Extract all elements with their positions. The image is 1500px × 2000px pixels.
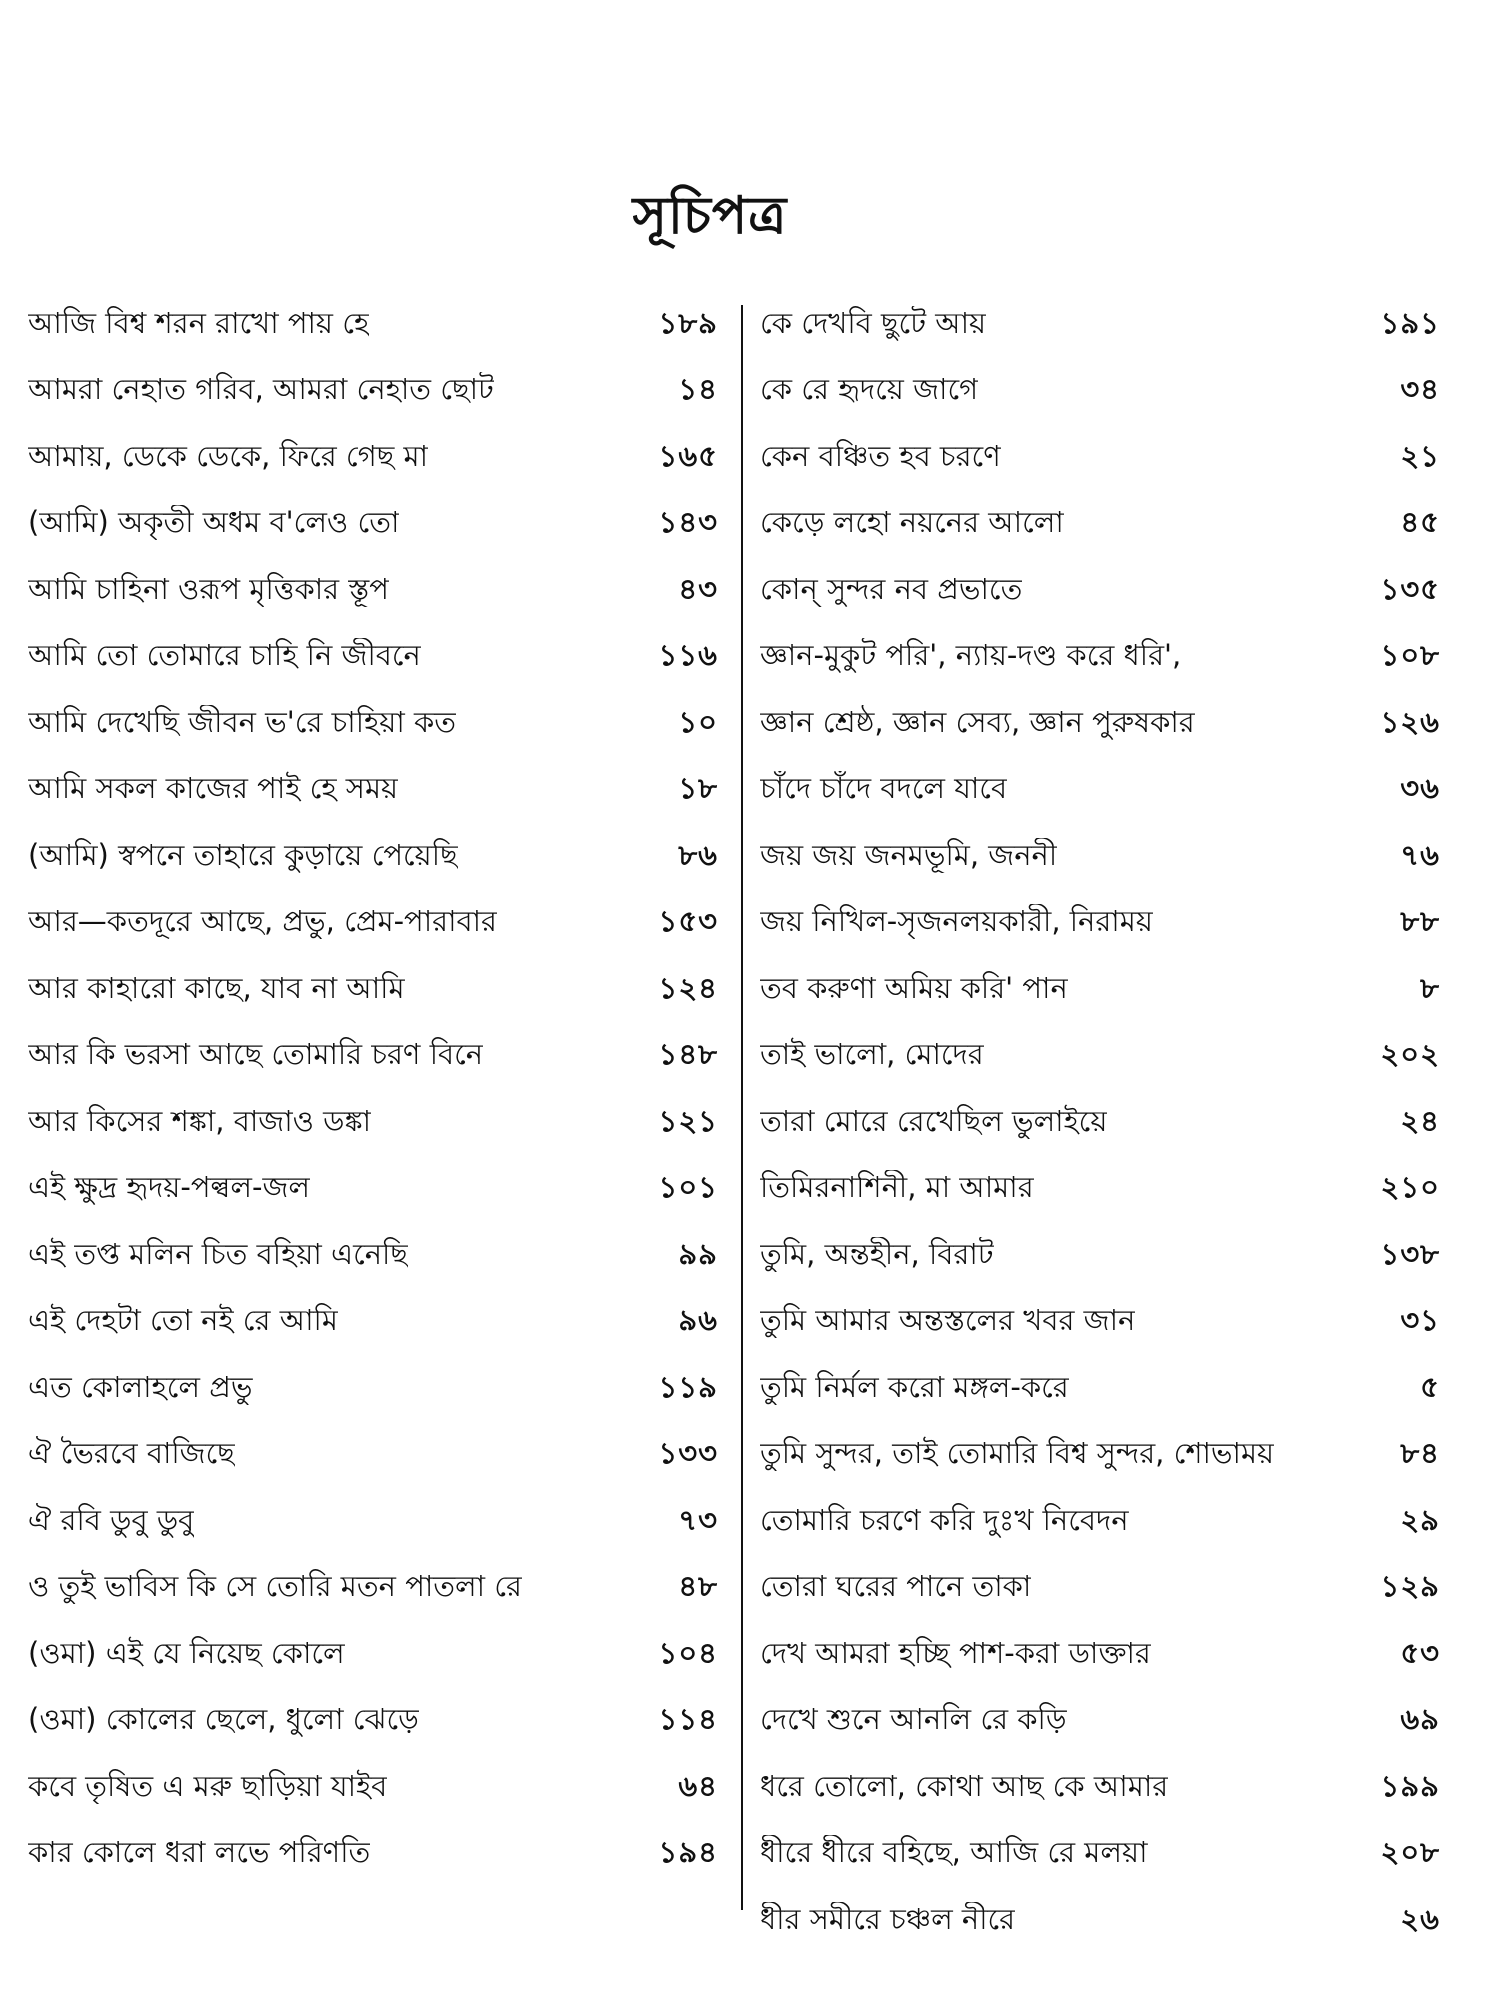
toc-entry-page-number: ১০৪ [658,1635,718,1670]
toc-entry-page-number: ১৮৯ [658,305,718,340]
toc-entry-page-number: ৭৩ [678,1502,718,1537]
toc-entry [28,556,718,623]
toc-entry [760,822,1440,889]
toc-entry-title: (আমি) স্বপনে তাহারে কুড়ায়ে পেয়েছি [28,837,458,872]
toc-entry [28,1554,718,1621]
toc-entry-title: তুমি, অন্তহীন, বিরাট [760,1236,994,1271]
toc-entry-page-number: ৭৬ [1400,837,1440,872]
toc-entry-page-number: ৪৫ [1400,505,1440,540]
toc-entry-page-number: ৮৪ [1400,1436,1440,1471]
toc-entry-title: দেখে শুনে আনলি রে কড়ি [760,1702,1067,1737]
toc-entry-page-number: ১৪৩ [658,505,718,540]
toc-entry [28,689,718,756]
toc-entry-page-number: ২১ [1400,438,1440,473]
toc-entry [760,490,1440,557]
toc-entry-page-number: ১১৪ [658,1702,718,1737]
toc-entry [28,1753,718,1820]
toc-entry-page-number: ১৫৩ [658,904,718,939]
toc-entry-page-number: ৩১ [1400,1303,1440,1338]
toc-entry-title: তুমি সুন্দর, তাই তোমারি বিশ্ব সুন্দর, শোভাময় [760,1436,1275,1471]
toc-entry-page-number: ১৮ [678,771,718,806]
toc-entry-page-number: ১৪৮ [658,1037,718,1072]
toc-entry [760,889,1440,956]
toc-entry-title: জ্ঞান-মুকুট পরি', ন্যায়-দণ্ড করে ধরি', [760,638,1182,673]
toc-entry-page-number: ১০১ [658,1170,718,1205]
toc-entry-title: তোরা ঘরের পানে তাকা [760,1569,1032,1604]
toc-entry-title: কার কোলে ধরা লভে পরিণতি [28,1835,371,1870]
toc-entry-title: তুমি নির্মল করো মঙ্গল-করে [760,1369,1069,1404]
toc-entry-title: এই দেহটা তো নই রে আমি [28,1303,338,1338]
toc-entry-title: আর—কতদূরে আছে, প্রভু, প্রেম-পারাবার [28,904,498,939]
toc-entry [760,1022,1440,1089]
toc-column-left [28,290,718,1886]
toc-entry-title: ও তুই ভাবিস কি সে তোরি মতন পাতলা রে [28,1569,523,1604]
toc-entry-page-number: ১৯৪ [658,1835,718,1870]
toc-entry [760,1088,1440,1155]
toc-entry-title: ধীর সমীরে চঞ্চল নীরে [760,1901,1016,1936]
toc-entry-title: (ওমা) এই যে নিয়েছ কোলে [28,1635,345,1670]
toc-entry [28,1687,718,1754]
toc-entry-page-number: ১৩৫ [1380,571,1440,606]
toc-entry-page-number: ৫ [1420,1369,1440,1404]
toc-entry [760,290,1440,357]
toc-entry-page-number: ৬৪ [678,1768,718,1803]
toc-entry [760,1155,1440,1222]
toc-entry-page-number: ১২১ [658,1103,718,1138]
toc-entry-page-number: ৩৪ [1400,372,1440,407]
toc-entry-page-number: ১২৪ [658,970,718,1005]
toc-entry-title: আমরা নেহাত গরিব, আমরা নেহাত ছোট [28,372,494,407]
toc-entry-page-number: ২১০ [1380,1170,1440,1205]
toc-entry-title: (আমি) অকৃতী অধম ব'লেও তো [28,505,400,540]
toc-entry-page-number: ১৯১ [1380,305,1440,340]
toc-entry-title: তুমি আমার অন্তস্তলের খবর জান [760,1303,1136,1338]
toc-entry [28,1088,718,1155]
toc-entry-page-number: ৩৬ [1400,771,1440,806]
toc-entry [28,290,718,357]
toc-entry-title: আমি তো তোমারে চাহি নি জীবনে [28,638,421,673]
toc-entry [760,955,1440,1022]
toc-entry [760,623,1440,690]
toc-entry-title: আর কি ভরসা আছে তোমারি চরণ বিনে [28,1037,484,1072]
toc-entry [28,1155,718,1222]
toc-entry-title: আমি চাহিনা ওরূপ মৃত্তিকার স্তূপ [28,571,389,606]
toc-entry-title: জ্ঞান শ্রেষ্ঠ, জ্ঞান সেব্য, জ্ঞান পুরুষকার [760,704,1195,739]
toc-entry-title: এত কোলাহলে প্রভু [28,1369,253,1404]
toc-entry [28,1620,718,1687]
toc-entry-title: আমায়, ডেকে ডেকে, ফিরে গেছ মা [28,438,429,473]
column-divider [741,305,743,1910]
toc-entry [28,822,718,889]
toc-entry [760,1221,1440,1288]
toc-entry [760,357,1440,424]
toc-entry-page-number: ১২৯ [1380,1569,1440,1604]
toc-entry [28,423,718,490]
toc-entry-page-number: ২৬ [1400,1901,1440,1936]
toc-entry-title: চাঁদে চাঁদে বদলে যাবে [760,771,1008,806]
toc-entry [760,1554,1440,1621]
toc-entry-page-number: ৪৮ [678,1569,718,1604]
toc-entry-title: ঐ ভৈরবে বাজিছে [28,1436,235,1471]
toc-entry [28,1354,718,1421]
toc-entry [28,1820,718,1887]
toc-entry-page-number: ৯৬ [678,1303,718,1338]
toc-entry-title: কবে তৃষিত এ মরু ছাড়িয়া যাইব [28,1768,388,1803]
toc-entry [28,1487,718,1554]
toc-entry [28,756,718,823]
toc-entry [760,1487,1440,1554]
toc-entry-page-number: ২০২ [1380,1037,1440,1072]
toc-entry [28,1221,718,1288]
toc-entry-page-number: ১৩৩ [658,1436,718,1471]
toc-entry-title: ঐ রবি ডুবু ডুবু [28,1502,195,1537]
toc-entry-title: এই তপ্ত মলিন চিত বহিয়া এনেছি [28,1236,408,1271]
toc-entry-title: (ওমা) কোলের ছেলে, ধুলো ঝেড়ে [28,1702,419,1737]
toc-entry [28,955,718,1022]
toc-entry [760,423,1440,490]
toc-entry [760,1354,1440,1421]
toc-entry-page-number: ১৬৫ [658,438,718,473]
toc-entry [28,1421,718,1488]
toc-entry [760,1288,1440,1355]
toc-entry [28,1288,718,1355]
toc-entry [760,1620,1440,1687]
toc-entry-title: কে রে হৃদয়ে জাগে [760,372,979,407]
toc-entry-title: কেড়ে লহো নয়নের আলো [760,505,1064,540]
toc-entry [760,1820,1440,1887]
toc-entry-title: ধীরে ধীরে বহিছে, আজি রে মলয়া [760,1835,1148,1870]
toc-entry-title: কোন্ সুন্দর নব প্রভাতে [760,571,1023,606]
toc-entry [760,689,1440,756]
toc-entry-title: তারা মোরে রেখেছিল ভুলাইয়ে [760,1103,1108,1138]
toc-entry-title: জয় নিখিল-সৃজনলয়কারী, নিরাময় [760,904,1153,939]
toc-entry [28,623,718,690]
toc-entry-page-number: ১১৯ [658,1369,718,1404]
page-title: সূচিপত্র [632,184,788,246]
toc-entry-page-number: ১০ [678,704,718,739]
toc-entry-page-number: ৪৩ [678,571,718,606]
toc-entry-title: আজি বিশ্ব শরন রাখো পায় হে [28,305,370,340]
toc-entry-page-number: ৮৮ [1400,904,1440,939]
toc-entry-page-number: ১২৬ [1380,704,1440,739]
toc-entry-title: তিমিরনাশিনী, মা আমার [760,1170,1034,1205]
toc-entry [28,490,718,557]
toc-entry-page-number: ৫৩ [1400,1635,1440,1670]
toc-entry-page-number: ২৯ [1400,1502,1440,1537]
toc-entry-title: আর কিসের শঙ্কা, বাজাও ডঙ্কা [28,1103,372,1138]
toc-column-right [760,290,1440,1953]
toc-entry [760,756,1440,823]
toc-entry [760,1687,1440,1754]
toc-entry-page-number: ৮৬ [678,837,718,872]
toc-entry-page-number: ৮ [1420,970,1440,1005]
toc-entry [28,1022,718,1089]
toc-entry-title: আর কাহারো কাছে, যাব না আমি [28,970,405,1005]
toc-entry-title: তোমারি চরণে করি দুঃখ নিবেদন [760,1502,1129,1537]
toc-entry [760,1753,1440,1820]
toc-entry-page-number: ৬৯ [1400,1702,1440,1737]
toc-entry-title: আমি দেখেছি জীবন ভ'রে চাহিয়া কত [28,704,457,739]
toc-entry [28,357,718,424]
toc-entry-title: কেন বঞ্চিত হব চরণে [760,438,1001,473]
toc-entry-page-number: ২৪ [1400,1103,1440,1138]
toc-entry-title: কে দেখবি ছুটে আয় [760,305,987,340]
toc-entry-page-number: ১০৮ [1380,638,1440,673]
toc-entry-title: তব করুণা অমিয় করি' পান [760,970,1068,1005]
toc-entry-page-number: ১৩৮ [1380,1236,1440,1271]
toc-entry-title: ধরে তোলো, কোথা আছ কে আমার [760,1768,1169,1803]
toc-entry-page-number: ১১৬ [658,638,718,673]
toc-entry-page-number: ৯৯ [678,1236,718,1271]
toc-entry-title: আমি সকল কাজের পাই হে সময় [28,771,399,806]
toc-entry-title: জয় জয় জনমভূমি, জননী [760,837,1058,872]
toc-entry-title: দেখ আমরা হচ্ছি পাশ-করা ডাক্তার [760,1635,1151,1670]
toc-entry [760,1421,1440,1488]
toc-entry-title: এই ক্ষুদ্র হৃদয়-পল্বল-জল [28,1170,311,1205]
toc-entry [760,1886,1440,1953]
toc-entry-page-number: ১৪ [678,372,718,407]
toc-entry-page-number: ২০৮ [1380,1835,1440,1870]
toc-entry-page-number: ১৯৯ [1380,1768,1440,1803]
toc-entry [760,556,1440,623]
toc-entry [28,889,718,956]
toc-entry-title: তাই ভালো, মোদের [760,1037,984,1072]
